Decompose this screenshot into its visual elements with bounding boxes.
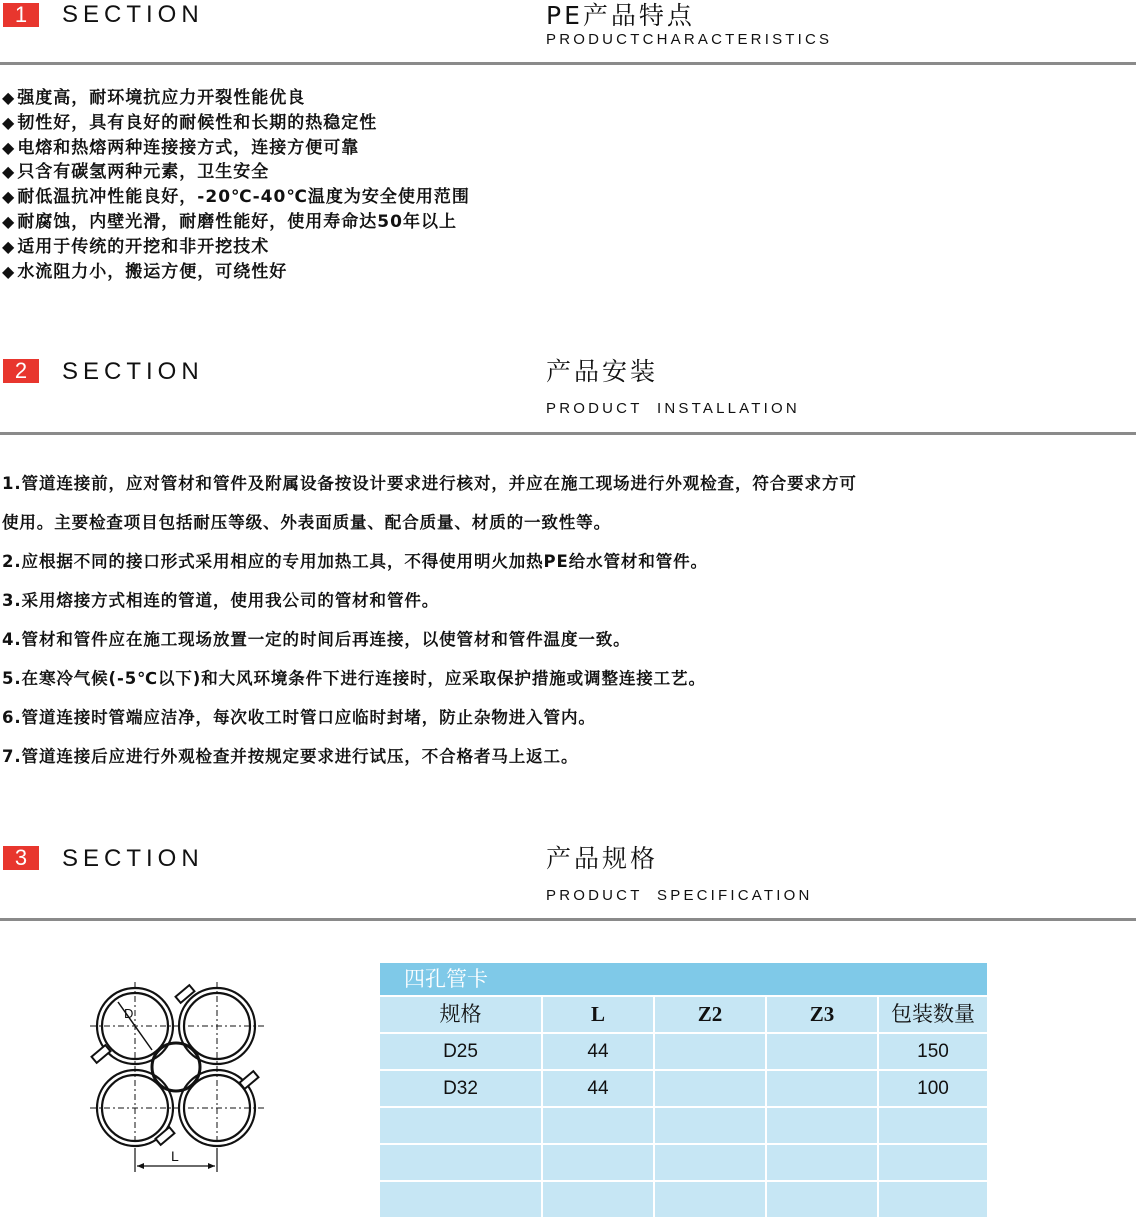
section-title-en: PRODUCT INSTALLATION xyxy=(546,400,800,417)
table-row xyxy=(380,1107,988,1144)
table-cell xyxy=(766,1033,878,1070)
table-title-row xyxy=(380,963,988,996)
section-divider xyxy=(0,918,1136,921)
table-cell: 44 xyxy=(542,1033,654,1070)
table-cell xyxy=(766,1144,878,1181)
table-cell: 150 xyxy=(878,1033,988,1070)
table-row xyxy=(380,1181,988,1218)
table-cell xyxy=(654,1181,766,1218)
diamond-bullet-icon: ◆ xyxy=(2,112,16,132)
section-divider xyxy=(0,432,1136,435)
table-cell: 44 xyxy=(542,1070,654,1107)
installation-item: 5.在寒冷气候(-5℃以下)和大风环境条件下进行连接时，应采取保护措施或调整连接工艺。 xyxy=(2,669,706,688)
feature-item: ◆ 电熔和热熔两种连接接方式，连接方便可靠 xyxy=(2,137,360,158)
installation-item: 1.管道连接前，应对管材和管件及附属设备按设计要求进行核对，并应在施工现场进行外观检查，符合要求方可 xyxy=(2,474,857,493)
table-cell xyxy=(766,1107,878,1144)
table-cell xyxy=(654,1144,766,1181)
section-number-badge: 2 xyxy=(3,359,39,383)
feature-item: ◆ 耐低温抗冲性能良好，-20℃-40℃温度为安全使用范围 xyxy=(2,187,470,208)
table-cell xyxy=(542,1181,654,1218)
table-cell xyxy=(766,1070,878,1107)
section-title-en: PRODUCT SPECIFICATION xyxy=(546,887,813,904)
table-cell xyxy=(380,1144,542,1181)
table-cell xyxy=(878,1144,988,1181)
feature-item: ◆ 耐腐蚀，内壁光滑，耐磨性能好，使用寿命达50年以上 xyxy=(2,211,457,232)
table-cell xyxy=(380,1107,542,1144)
section-title-cn: PE产品特点 xyxy=(546,1,695,30)
table-cell: D25 xyxy=(380,1033,542,1070)
section-word: SECTION xyxy=(62,1,204,28)
table-title: 四孔管卡 xyxy=(380,963,988,996)
diamond-bullet-icon: ◆ xyxy=(2,211,16,231)
header-cell: L xyxy=(542,996,654,1033)
section-number-badge: 3 xyxy=(3,846,39,870)
installation-item: 4.管材和管件应在施工现场放置一定的时间后再连接，以使管材和管件温度一致。 xyxy=(2,630,631,649)
table-cell xyxy=(654,1070,766,1107)
table-cell xyxy=(542,1107,654,1144)
table-header-row xyxy=(380,996,988,1033)
table-cell: 100 xyxy=(878,1070,988,1107)
diamond-bullet-icon: ◆ xyxy=(2,261,16,281)
table-row xyxy=(380,1033,988,1070)
installation-item: 使用。主要检查项目包括耐压等级、外表面质量、配合质量、材质的一致性等。 xyxy=(2,513,611,532)
section-divider xyxy=(0,62,1136,65)
section-title-cn: 产品规格 xyxy=(546,844,659,873)
table-cell xyxy=(766,1181,878,1218)
feature-item: ◆ 韧性好，具有良好的耐候性和长期的热稳定性 xyxy=(2,112,378,133)
feature-item: ◆ 只含有碳氢两种元素，卫生安全 xyxy=(2,162,270,183)
diamond-bullet-icon: ◆ xyxy=(2,236,16,256)
section-word: SECTION xyxy=(62,358,204,385)
feature-item: ◆ 水流阻力小，搬运方便，可绕性好 xyxy=(2,261,288,282)
table-cell xyxy=(878,1107,988,1144)
table-cell xyxy=(654,1033,766,1070)
table-cell xyxy=(380,1181,542,1218)
four-hole-clamp-diagram xyxy=(88,980,278,1175)
header-cell: 包装数量 xyxy=(878,996,988,1033)
installation-item: 7.管道连接后应进行外观检查并按规定要求进行试压，不合格者马上返工。 xyxy=(2,747,579,766)
feature-item: ◆ 适用于传统的开挖和非开挖技术 xyxy=(2,236,270,257)
installation-item: 2.应根据不同的接口形式采用相应的专用加热工具，不得使用明火加热PE给水管材和管件。 xyxy=(2,552,708,571)
section-title-en: PRODUCTCHARACTERISTICS xyxy=(546,31,833,48)
section-number-badge: 1 xyxy=(3,3,39,27)
header-cell: Z3 xyxy=(766,996,878,1033)
spec-table xyxy=(380,963,989,1219)
header-cell: Z2 xyxy=(654,996,766,1033)
feature-item: ◆ 强度高，耐环境抗应力开裂性能优良 xyxy=(2,88,306,108)
diamond-bullet-icon: ◆ xyxy=(2,162,16,182)
diamond-bullet-icon: ◆ xyxy=(2,88,16,107)
diamond-bullet-icon: ◆ xyxy=(2,137,16,157)
section-word: SECTION xyxy=(62,845,204,872)
table-cell xyxy=(654,1107,766,1144)
table-cell xyxy=(878,1181,988,1218)
table-row xyxy=(380,1070,988,1107)
installation-list xyxy=(2,466,1136,776)
diamond-bullet-icon: ◆ xyxy=(2,187,16,207)
header-cell: 规格 xyxy=(380,996,542,1033)
diagram-label-d: D xyxy=(124,1006,134,1021)
installation-item: 3.采用熔接方式相连的管道，使用我公司的管材和管件。 xyxy=(2,591,440,610)
diagram-label-l: L xyxy=(171,1148,179,1164)
table-row xyxy=(380,1144,988,1181)
table-cell xyxy=(542,1144,654,1181)
section-title-cn: 产品安装 xyxy=(546,357,659,386)
installation-item: 6.管道连接时管端应洁净，每次收工时管口应临时封堵，防止杂物进入管内。 xyxy=(2,708,596,727)
feature-list xyxy=(2,86,470,284)
table-cell: D32 xyxy=(380,1070,542,1107)
